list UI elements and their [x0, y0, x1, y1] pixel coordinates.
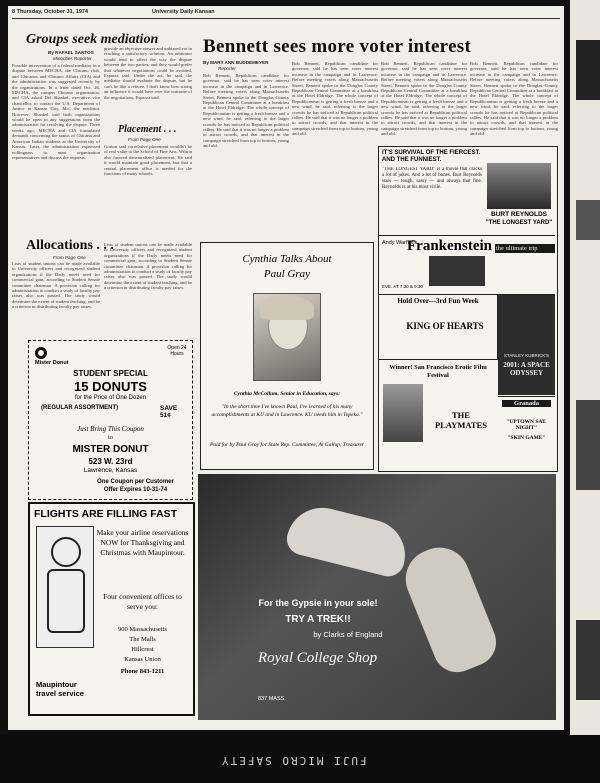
allocations-body-col1: Lists of student unions can be made available to University officers and recognized student organizations if the Daily meets need for commercial gain, according to Student Senate committee chairman. A provision calling for administration to conduct a study of faculty pay raises also was passed. The study would determine the extent of student teaching, and be a criterion in distributing faculty pay raises.: [12, 261, 100, 310]
holdover-movie: KING OF HEARTS: [406, 321, 484, 331]
allocations-from: From Page One: [53, 255, 86, 260]
cynthia-caption: Cynthia McCollum, Senior in Education, says:: [233, 391, 341, 397]
donut-expires: Offer Expires 10-31-74: [103, 487, 168, 493]
groups-body: Possible intervention of a federal mediator in a dispute between MECHA, the Chicano club, and Chicanos and Chicano Affairs (CIA) and the administration was suggested recently by the organizations. In a letter dated Oct. 26, MECHA, the campus Chicano organization, and CIA asked Del Shankel, executive vice chancellor, to contact the U.S. Department of Justice in Kansas City, Mo., the mediator. However, Shankel said both organizations would be open to any suggestions from the administration for resolving the dispute. Three weeks ago, MECHA and CIA formulated demands concerning the status of Chicano and American Indian students at the University of Kansas. Later, the administration expressed willingness to meet organization representatives and discuss the requests.: [12, 63, 100, 160]
flights-phone: Phone 843-1211: [120, 668, 165, 675]
flights-line1: Make your airline reservations NOW for Thanksgiving and Christmas with Maupintour.: [96, 528, 189, 557]
longest-yard-body: "THE LONGEST YARD" is a movie that cracks a lot of jokes. And a lot of bones. Burt Reynolds stars — tough, sassy — and always that fine. Reynolds is at his most virile.: [382, 167, 482, 190]
sf-festival-ad: [379, 360, 497, 470]
mister-donut-coupon: [28, 340, 193, 500]
cynthia-ad: [200, 242, 374, 470]
longest-yard-ad: [379, 147, 555, 236]
donut-regular: (REGULAR ASSORTMENT): [41, 405, 119, 411]
donut-name: MISTER DONUT: [72, 444, 149, 455]
shoe-left: [283, 500, 412, 579]
allocations-headline: Allocations . . .: [26, 238, 114, 253]
placement-from: From Page One: [128, 137, 161, 142]
flights-addr3: Hillcrest: [131, 646, 154, 653]
donut-save: SAVE 51¢: [160, 405, 178, 419]
frankenstein-ad: [379, 236, 555, 295]
donut-open-hours: Open 24 Hours: [167, 345, 187, 357]
granada-name: Granada: [502, 400, 551, 407]
longest-yard-movie: "THE LONGEST YARD": [485, 220, 553, 226]
donut-address: 523 W. 23rd: [88, 457, 133, 466]
allocations-body-col2: Lists of student unions can be made available to University officers and recognized student organizations if the Daily meets need for commercial gain, according to Student Senate committee chairman. A provision calling for administration to conduct a study of faculty pay raises also was passed. The study would determine the extent of student teaching, and be a criterion in distributing faculty pay raises.: [104, 242, 192, 291]
donut-bring: Just Bring This Coupon: [77, 425, 144, 433]
sf-photo: [383, 384, 423, 442]
frankenstein-times: EVE. AT 7:30 & 9:30: [382, 284, 423, 289]
flights-addr1: 900 Massachusetts: [118, 626, 167, 633]
cynthia-subtitle: Paul Gray: [263, 268, 311, 280]
longest-yard-photo: [487, 163, 551, 209]
frankenstein-art: [429, 256, 485, 286]
flights-headline: FLIGHTS ARE FILLING FAST: [34, 508, 178, 520]
trek-line2: TRY A TREK!!: [285, 614, 351, 625]
space-odyssey-ad: [498, 295, 555, 395]
trek-shoe-ad: [198, 474, 556, 720]
placement-body: Gorton said correlative placement wouldn't be of real value to the School of Fine Arts. Wilson also favored decentralized placement. He said it would maintain good placement, but that a central placement office is needed for the functions of many schools.: [104, 144, 192, 177]
flights-illustration: [36, 526, 94, 648]
cynthia-photo: [253, 293, 321, 381]
flights-addr4: Kansas Union: [124, 656, 161, 663]
space-director: STANLEY KUBRICK'S: [503, 353, 550, 358]
sf-title: Winner! San Francisco Erotic Film Festival: [389, 364, 487, 379]
bennett-byline: By MARY ANN BUDDEMEYER: [203, 60, 269, 65]
groups-byline: By RAFAEL SANTOS: [48, 50, 94, 55]
flights-brand: Maupintour travel service: [36, 680, 84, 698]
flights-ad: [28, 502, 195, 716]
donut-logo: [35, 347, 71, 367]
granada-skin: "SKIN GAME": [507, 435, 546, 441]
bennett-body-col4: Bob Bennett, Republican candidate for governor, said he has seen voter interest increase in the campaign and in Lawrence. Before meeting voters along Massachusetts Street, Bennett spoke to the Douglas County Republican Central Committee at a breakfast at the Hotel Eldridge. The whole concept of Republicanism is getting a fresh breeze and a new wind, he said, referring to the larger crowds he has noticed at Republican political rallies. He said that it was no longer a problem to attract crowds, and that interest in the campaign stretched from top to bottom, young and old.: [470, 61, 558, 137]
donut-brand: Mister Donut: [35, 360, 69, 366]
bennett-body-col1: Bob Bennett, Republican candidate for governor, said he has seen voter interest increase in the campaign and in Lawrence. Before meeting voters along Massachusetts Street, Bennett spoke to the Douglas County Republican Central Committee at a breakfast at the Hotel Eldridge. The whole concept of Republicanism is getting a fresh breeze and a new wind, he said, referring to the larger crowds he has noticed at Republican political rallies. He said that it was no longer a problem to attract crowds, and that interest in the campaign stretched from top to bottom, young and old.: [203, 73, 289, 149]
flights-addr2: The Malls: [129, 636, 156, 643]
trek-shop: Royal College Shop: [258, 650, 378, 666]
movie-ads-block: [378, 146, 558, 472]
granada-uptown: "UPTOWN SAT. NIGHT": [506, 419, 547, 431]
space-title: 2001: A SPACE ODYSSEY: [503, 361, 550, 377]
trek-line3: by Clarks of England: [313, 630, 383, 639]
frankenstein-title: Frankenstein: [407, 238, 493, 254]
header-date: 8 Thursday, October 31, 1974: [12, 9, 89, 15]
donut-coupon-limit: One Coupon per Customer: [97, 479, 174, 485]
header-paper-name: University Daily Kansan: [152, 9, 215, 15]
groups-role: Minorities Reporter: [53, 56, 92, 61]
frankenstein-andy: Andy Warhol's: [382, 240, 418, 246]
donut-city: Lawrence, Kansas: [83, 467, 138, 474]
sf-movie: THE PLAYMATES: [435, 410, 487, 430]
adjacent-page-strip: [570, 0, 600, 740]
holdover-ad: [379, 295, 498, 360]
newspaper-page: [8, 6, 564, 730]
longest-yard-star: BURT REYNOLDS: [491, 211, 547, 218]
col2-body: provide an objective viewer and unbiased ear in reaching a satisfactory solution. An arbitrator would tend to affect the way the dispute between the two parties, and they would prefer that whatever negotiations could be avoided, Esparza said. Under the act, he said, the mediator should evaluate the dispute, but he can't be like a referee. I don't know how strong an influence it would have over the outcome of the negotiations, Esparza said.: [104, 46, 192, 100]
bennett-body-col2: Bob Bennett, Republican candidate for governor, said he has seen voter interest increase in the campaign and in Lawrence. Before meeting voters along Massachusetts Street, Bennett spoke to the Douglas County Republican Central Committee at a breakfast at the Hotel Eldridge. The whole concept of Republicanism is getting a fresh breeze and a new wind, he said, referring to the larger crowds he has noticed at Republican political rallies. He said that it was no longer a problem to attract crowds, and that interest in the campaign stretched from top to bottom, young and old.: [292, 61, 378, 137]
bennett-headline: Bennett sees more voter interest: [203, 36, 472, 57]
donut-special: STUDENT SPECIAL: [73, 369, 148, 378]
page-header: [12, 8, 560, 19]
flights-line2: Four convenient offices to serve you:: [103, 592, 182, 611]
film-edge-text: FUJI MICRO SAFETY: [220, 754, 367, 767]
longest-yard-title: IT'S SURVIVAL OF THE FIERCEST. AND THE FUNNIEST.: [382, 150, 481, 163]
donut-deal: 15 DONUTS: [74, 379, 147, 394]
trek-address: 837 MASS.: [258, 696, 286, 702]
placement-headline: Placement . . .: [118, 124, 177, 135]
cynthia-quote: "In the short time I've known Paul, I've learned of his many accomplishments at KU and in Lawrence. KU needs him in Topeka.": [211, 404, 363, 418]
cynthia-paid-for: Paid for by Paul Gray for State Rep. Committee, Al Gallup, Treasurer: [209, 442, 365, 448]
shoe-right: [397, 539, 504, 680]
bennett-body-col3: Bob Bennett, Republican candidate for governor, said he has seen voter interest increase in the campaign and in Lawrence. Before meeting voters along Massachusetts Street, Bennett spoke to the Douglas County Republican Central Committee at a breakfast at the Hotel Eldridge. The whole concept of Republicanism is getting a fresh breeze and a new wind, he said, referring to the larger crowds he has noticed at Republican political rallies. He said that it was no longer a problem to attract crowds, and that interest in the campaign stretched from top to bottom, young and old.: [381, 61, 467, 137]
trek-line1: For the Gypsie in your sole!: [258, 598, 378, 608]
holdover-title: Hold Over—3rd Fun Week: [397, 297, 479, 305]
groups-headline: Groups seek mediation: [26, 32, 159, 47]
donut-to: to: [108, 435, 113, 441]
bennett-role: Reporter: [218, 66, 236, 71]
frankenstein-tag: the ultimate trip: [495, 244, 555, 253]
cynthia-title: Cynthia Talks About: [242, 253, 332, 265]
granada-ad: [498, 396, 555, 471]
donut-price-line: for the Price of One Dozen: [74, 395, 147, 401]
